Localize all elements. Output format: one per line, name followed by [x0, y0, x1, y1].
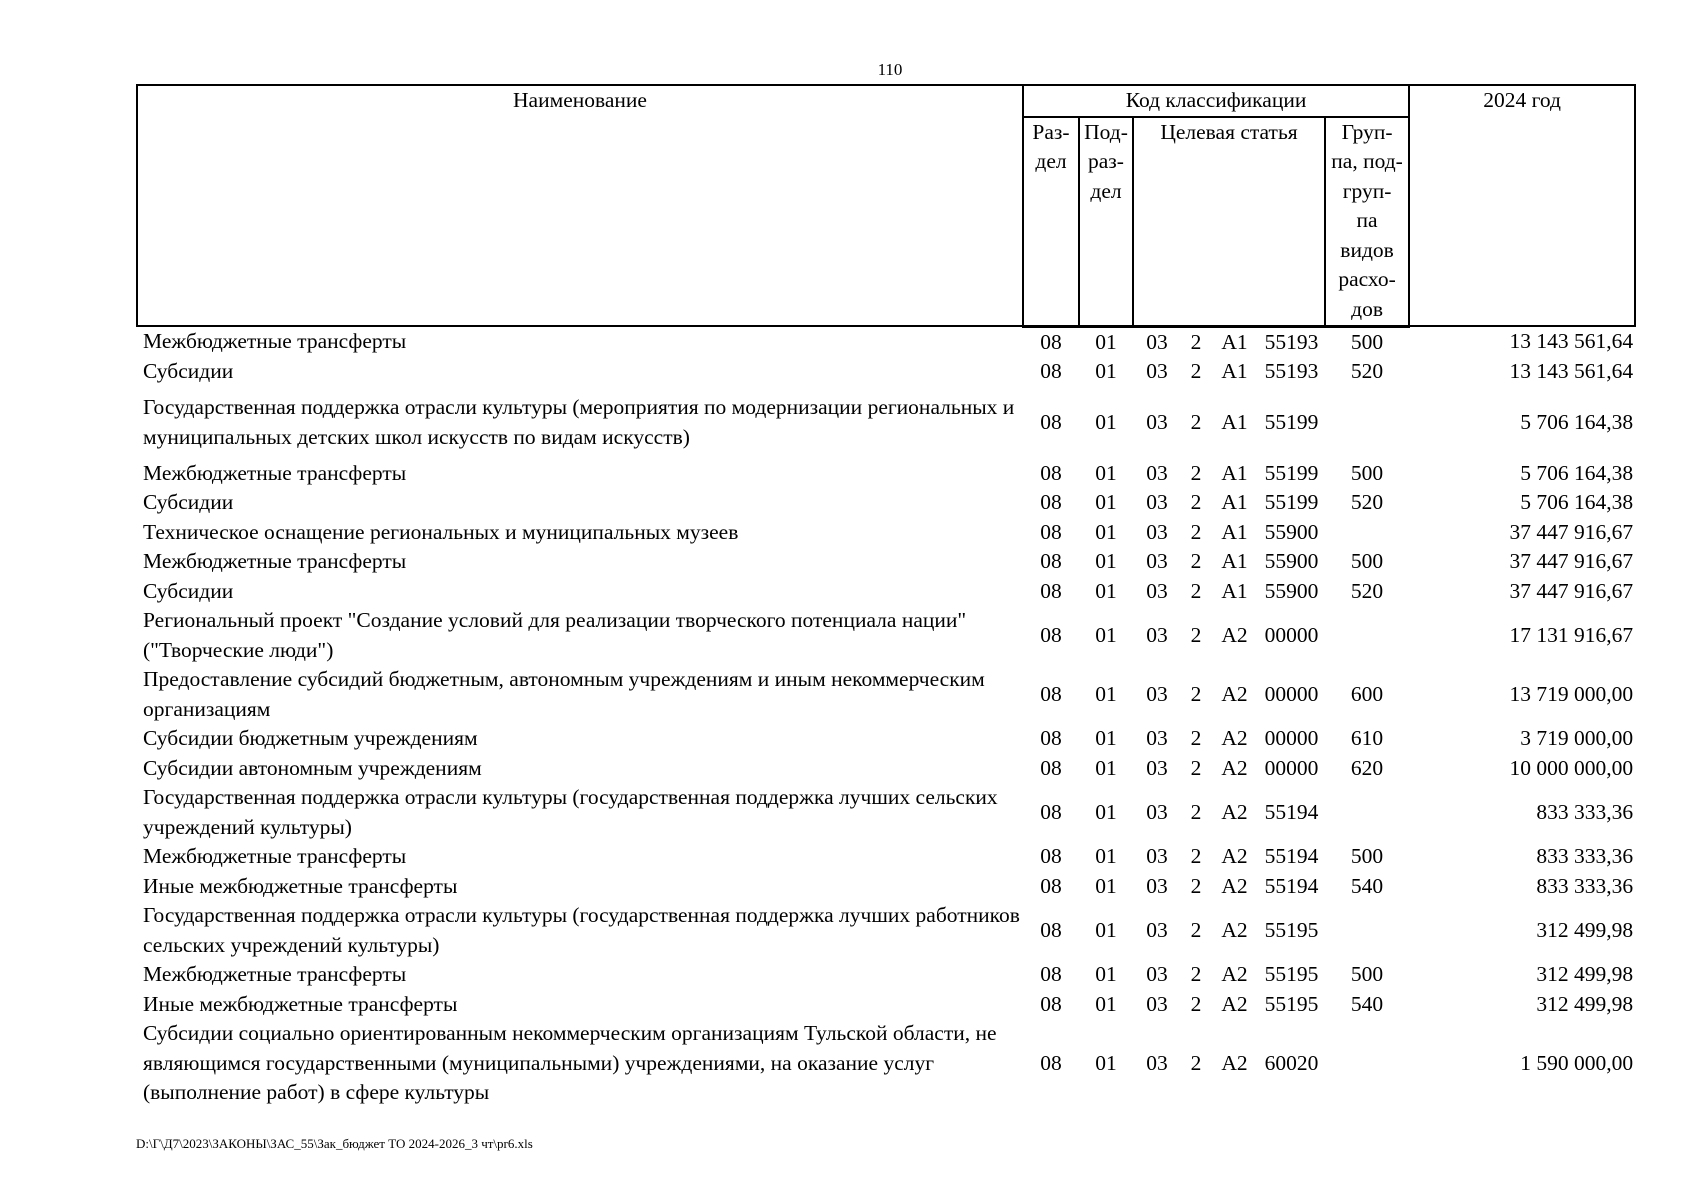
row-cs-project: A2	[1221, 681, 1248, 706]
column-header-classification: Код классификации	[1023, 85, 1409, 117]
row-podrazdel: 01	[1095, 726, 1117, 750]
row-vid-rashodov: 600	[1350, 681, 1384, 706]
table-row	[137, 518, 1635, 548]
column-header-celevaya-statya: Целевая статья	[1133, 117, 1325, 327]
row-amount-2024: 833 333,36	[1536, 844, 1634, 868]
row-amount-2024: 5 706 164,38	[1520, 490, 1634, 514]
row-amount-2024: 1 590 000,00	[1520, 1050, 1634, 1075]
row-amount-2024: 37 447 916,67	[1509, 578, 1634, 603]
row-razdel: 08	[1040, 549, 1062, 573]
row-cs-direction: 55194	[1264, 873, 1319, 898]
row-cs-direction: 55900	[1264, 578, 1319, 603]
row-cs-project: A1	[1221, 519, 1248, 544]
row-vid-rashodov: 520	[1350, 578, 1384, 603]
row-cs-program: 03	[1146, 460, 1168, 485]
table-row	[137, 990, 1635, 1020]
row-cs-project: A1	[1221, 460, 1248, 485]
row-cs-project: A1	[1221, 490, 1248, 514]
row-podrazdel: 01	[1095, 490, 1117, 514]
row-cs-project: A2	[1221, 755, 1248, 780]
row-podrazdel: 01	[1095, 962, 1117, 986]
row-cs-program: 03	[1146, 962, 1168, 986]
table-row	[137, 357, 1635, 387]
row-vid-rashodov: 500	[1350, 460, 1384, 485]
row-amount-2024: 312 499,98	[1536, 962, 1634, 986]
row-cs-type: 2	[1190, 329, 1202, 354]
row-podrazdel: 01	[1095, 917, 1117, 942]
row-cs-program: 03	[1146, 1050, 1168, 1075]
row-podrazdel: 01	[1095, 329, 1117, 354]
row-razdel: 08	[1040, 622, 1062, 647]
row-cs-direction: 00000	[1264, 755, 1319, 780]
row-name: Иные межбюджетные трансферты	[143, 873, 458, 898]
row-cs-type: 2	[1190, 519, 1202, 544]
row-vid-rashodov: 540	[1350, 873, 1384, 898]
row-vid-rashodov: 620	[1350, 755, 1384, 780]
row-cs-type: 2	[1190, 726, 1202, 750]
row-razdel: 08	[1040, 1050, 1062, 1075]
row-cs-program: 03	[1146, 726, 1168, 750]
row-podrazdel: 01	[1095, 1050, 1117, 1075]
row-cs-direction: 00000	[1264, 622, 1319, 647]
row-razdel: 08	[1040, 991, 1062, 1016]
row-vid-rashodov	[1325, 1019, 1409, 1108]
row-amount-2024: 5 706 164,38	[1520, 460, 1634, 485]
row-cs-program: 03	[1146, 681, 1168, 706]
row-amount-2024: 833 333,36	[1536, 873, 1634, 898]
row-cs-program: 03	[1146, 359, 1168, 383]
row-razdel: 08	[1040, 962, 1062, 986]
row-amount-2024: 312 499,98	[1536, 917, 1634, 942]
row-cs-type: 2	[1190, 578, 1202, 603]
row-razdel: 08	[1040, 799, 1062, 824]
row-podrazdel: 01	[1095, 622, 1117, 647]
table-body	[137, 326, 1635, 1108]
row-cs-program: 03	[1146, 622, 1168, 647]
row-name: Субсидии	[143, 490, 234, 514]
row-cs-project: A2	[1221, 962, 1248, 986]
row-vid-rashodov: 500	[1350, 962, 1384, 986]
row-cs-type: 2	[1190, 799, 1202, 824]
row-cs-program: 03	[1146, 490, 1168, 514]
row-razdel: 08	[1040, 409, 1062, 434]
row-razdel: 08	[1040, 578, 1062, 603]
row-cs-project: A2	[1221, 726, 1248, 750]
file-path-footer: D:\Г\Д7\2023\ЗАКОНЫ\ЗАС_55\Зак_бюджет ТО 2024-2026_3 чт\pr6.xls	[136, 1136, 533, 1151]
row-cs-direction: 55193	[1264, 329, 1319, 354]
table-row	[137, 606, 1635, 665]
row-podrazdel: 01	[1095, 578, 1117, 603]
table-row	[137, 783, 1635, 842]
column-header-year: 2024 год	[1409, 85, 1635, 326]
row-cs-direction: 55900	[1264, 519, 1319, 544]
row-amount-2024: 13 719 000,00	[1509, 681, 1634, 706]
row-cs-type: 2	[1190, 359, 1202, 383]
column-header-name: Наименование	[137, 85, 1023, 326]
row-vid-rashodov: 610	[1350, 726, 1384, 750]
row-razdel: 08	[1040, 873, 1062, 898]
row-cs-type: 2	[1190, 1050, 1202, 1075]
row-cs-program: 03	[1146, 519, 1168, 544]
row-cs-project: A1	[1221, 359, 1248, 383]
row-vid-rashodov: 520	[1350, 359, 1384, 383]
row-name: Иные межбюджетные трансферты	[143, 991, 458, 1016]
row-cs-direction: 55195	[1264, 917, 1319, 942]
row-name: Межбюджетные трансферты	[143, 460, 407, 485]
row-razdel: 08	[1040, 917, 1062, 942]
row-cs-project: A2	[1221, 917, 1248, 942]
row-cs-project: A1	[1221, 409, 1248, 434]
row-razdel: 08	[1040, 844, 1062, 868]
row-podrazdel: 01	[1095, 549, 1117, 573]
row-name: Субсидии бюджетным учреждениям	[143, 726, 478, 750]
row-cs-type: 2	[1190, 460, 1202, 485]
row-podrazdel: 01	[1095, 409, 1117, 434]
row-cs-program: 03	[1146, 991, 1168, 1016]
row-cs-project: A1	[1221, 549, 1248, 573]
row-cs-type: 2	[1190, 873, 1202, 898]
row-name: Государственная поддержка отрасли культуры (государственная поддержка лучших сельских учреждений культуры)	[143, 785, 998, 839]
row-podrazdel: 01	[1095, 755, 1117, 780]
row-vid-rashodov: 500	[1350, 549, 1384, 573]
row-vid-rashodov	[1325, 901, 1409, 960]
row-cs-type: 2	[1190, 490, 1202, 514]
row-amount-2024: 10 000 000,00	[1509, 755, 1634, 780]
column-header-podrazdel: Под- раз- дел	[1079, 117, 1133, 327]
row-name: Межбюджетные трансферты	[143, 329, 407, 354]
table-row	[137, 901, 1635, 960]
row-cs-project: A1	[1221, 578, 1248, 603]
table-row	[137, 577, 1635, 607]
row-razdel: 08	[1040, 755, 1062, 780]
row-cs-direction: 55195	[1264, 962, 1319, 986]
row-cs-type: 2	[1190, 844, 1202, 868]
row-razdel: 08	[1040, 519, 1062, 544]
row-razdel: 08	[1040, 460, 1062, 485]
row-razdel: 08	[1040, 681, 1062, 706]
row-vid-rashodov	[1325, 387, 1409, 459]
row-razdel: 08	[1040, 726, 1062, 750]
row-cs-program: 03	[1146, 409, 1168, 434]
row-cs-project: A2	[1221, 622, 1248, 647]
row-cs-direction: 55199	[1264, 409, 1319, 434]
row-amount-2024: 37 447 916,67	[1509, 519, 1634, 544]
row-amount-2024: 13 143 561,64	[1509, 329, 1634, 354]
row-podrazdel: 01	[1095, 844, 1117, 868]
row-podrazdel: 01	[1095, 519, 1117, 544]
row-cs-direction: 55193	[1264, 359, 1319, 383]
row-amount-2024: 13 143 561,64	[1509, 359, 1634, 383]
table-row	[137, 326, 1635, 357]
row-podrazdel: 01	[1095, 873, 1117, 898]
row-cs-program: 03	[1146, 549, 1168, 573]
row-cs-type: 2	[1190, 917, 1202, 942]
row-cs-direction: 55194	[1264, 799, 1319, 824]
row-cs-type: 2	[1190, 962, 1202, 986]
row-cs-project: A2	[1221, 873, 1248, 898]
row-cs-direction: 55900	[1264, 549, 1319, 573]
table-row	[137, 488, 1635, 518]
row-cs-type: 2	[1190, 755, 1202, 780]
row-cs-direction: 55195	[1264, 991, 1319, 1016]
row-cs-program: 03	[1146, 917, 1168, 942]
budget-table	[136, 84, 1636, 1108]
row-name: Региональный проект "Создание условий для реализации творческого потенциала нации" ("Творческие люди")	[143, 608, 967, 662]
table-row	[137, 960, 1635, 990]
table-row	[137, 754, 1635, 784]
row-cs-type: 2	[1190, 409, 1202, 434]
row-vid-rashodov	[1325, 606, 1409, 665]
row-podrazdel: 01	[1095, 799, 1117, 824]
row-cs-project: A2	[1221, 799, 1248, 824]
table-row	[137, 872, 1635, 902]
row-cs-type: 2	[1190, 549, 1202, 573]
row-cs-direction: 00000	[1264, 726, 1319, 750]
row-name: Субсидии	[143, 359, 234, 383]
row-cs-project: A1	[1221, 329, 1248, 354]
row-vid-rashodov: 540	[1350, 991, 1384, 1016]
row-cs-direction: 00000	[1264, 681, 1319, 706]
row-name: Субсидии автономным учреждениям	[143, 755, 482, 780]
column-header-razdel: Раз- дел	[1023, 117, 1079, 327]
row-cs-program: 03	[1146, 873, 1168, 898]
table-row	[137, 724, 1635, 754]
table-header-row-1	[137, 85, 1635, 117]
table-row	[137, 459, 1635, 489]
row-cs-program: 03	[1146, 844, 1168, 868]
row-cs-direction: 55194	[1264, 844, 1319, 868]
row-cs-direction: 55199	[1264, 460, 1319, 485]
row-cs-program: 03	[1146, 755, 1168, 780]
table-row	[137, 665, 1635, 724]
row-cs-direction: 60020	[1264, 1050, 1319, 1075]
row-name: Субсидии социально ориентированным некоммерческим организациям Тульской области, не являющимся государственными (муниципальными) учреждениями, на оказание услуг (выполнение работ) в сфере культуры	[143, 1021, 997, 1104]
row-podrazdel: 01	[1095, 681, 1117, 706]
row-cs-type: 2	[1190, 991, 1202, 1016]
row-name: Межбюджетные трансферты	[143, 549, 407, 573]
row-cs-program: 03	[1146, 329, 1168, 354]
row-name: Техническое оснащение региональных и муниципальных музеев	[143, 519, 739, 544]
row-vid-rashodov	[1325, 518, 1409, 548]
table-row	[137, 1019, 1635, 1108]
row-cs-program: 03	[1146, 578, 1168, 603]
row-vid-rashodov: 500	[1350, 329, 1384, 354]
row-podrazdel: 01	[1095, 359, 1117, 383]
row-vid-rashodov: 500	[1350, 844, 1384, 868]
row-razdel: 08	[1040, 359, 1062, 383]
row-razdel: 08	[1040, 329, 1062, 354]
row-vid-rashodov	[1325, 783, 1409, 842]
page-number: 110	[877, 60, 903, 79]
row-razdel: 08	[1040, 490, 1062, 514]
row-vid-rashodov: 520	[1350, 490, 1384, 514]
row-amount-2024: 5 706 164,38	[1520, 409, 1634, 434]
row-name: Государственная поддержка отрасли культуры (мероприятия по модернизации региональных и муниципальных детских школ искусств по видам искусств)	[143, 395, 1015, 449]
table-row	[137, 547, 1635, 577]
column-header-vid-rashodov: Груп- па, под- груп- па видов расхо- дов	[1325, 117, 1409, 327]
row-amount-2024: 17 131 916,67	[1509, 622, 1634, 647]
row-name: Межбюджетные трансферты	[143, 844, 407, 868]
row-cs-program: 03	[1146, 799, 1168, 824]
row-cs-project: A2	[1221, 1050, 1248, 1075]
row-name: Субсидии	[143, 578, 234, 603]
row-cs-direction: 55199	[1264, 490, 1319, 514]
row-cs-type: 2	[1190, 681, 1202, 706]
row-amount-2024: 37 447 916,67	[1509, 549, 1634, 573]
row-podrazdel: 01	[1095, 991, 1117, 1016]
row-name: Межбюджетные трансферты	[143, 962, 407, 986]
row-name: Предоставление субсидий бюджетным, автономным учреждениям и иным некоммерческим организациям	[143, 667, 985, 721]
row-cs-project: A2	[1221, 844, 1248, 868]
row-amount-2024: 3 719 000,00	[1520, 726, 1634, 750]
row-podrazdel: 01	[1095, 460, 1117, 485]
row-name: Государственная поддержка отрасли культуры (государственная поддержка лучших работников сельских учреждений культуры)	[143, 903, 1020, 957]
row-cs-type: 2	[1190, 622, 1202, 647]
table-row	[137, 387, 1635, 459]
table-row	[137, 842, 1635, 872]
row-amount-2024: 312 499,98	[1536, 991, 1634, 1016]
row-cs-project: A2	[1221, 991, 1248, 1016]
row-amount-2024: 833 333,36	[1536, 799, 1634, 824]
